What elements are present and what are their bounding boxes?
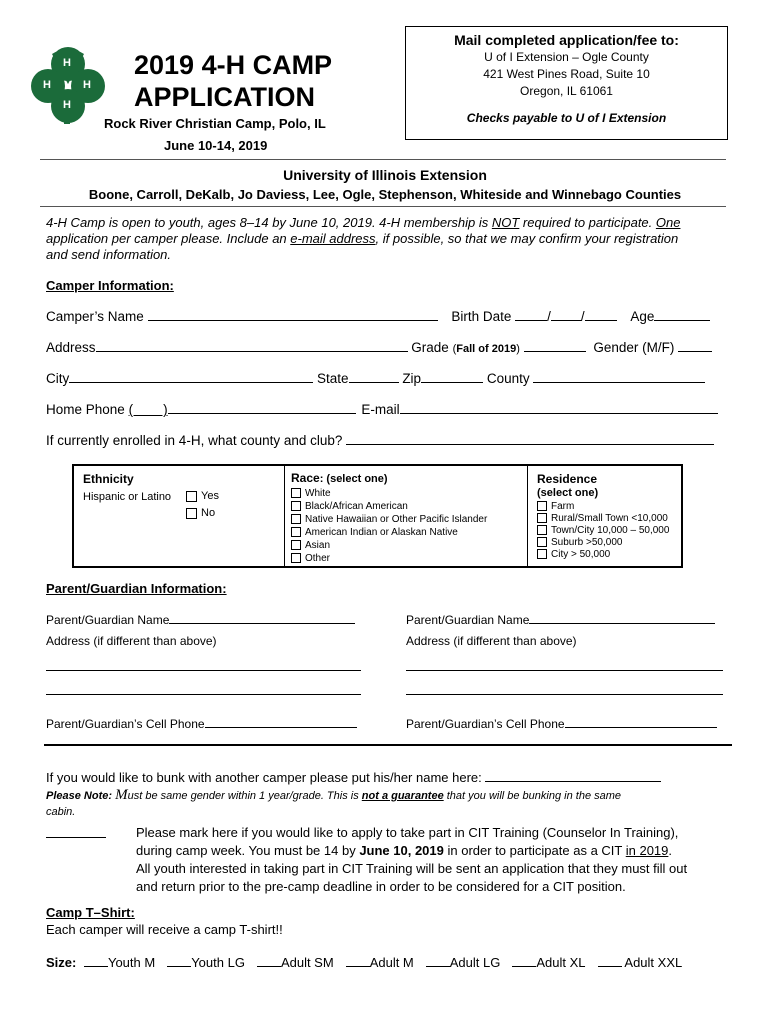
checks-payable: Checks payable to U of I Extension — [466, 111, 667, 125]
size-row — [46, 953, 682, 970]
checkbox-icon[interactable] — [537, 549, 547, 559]
race-option[interactable]: American Indian or Alaskan Native — [291, 526, 487, 539]
org-name: University of Illinois Extension — [283, 167, 487, 183]
county-label: County — [486, 371, 530, 386]
camper-heading: Camper Information: — [46, 278, 174, 293]
hispanic-label: Hispanic or Latino — [83, 491, 172, 503]
residence-option[interactable]: Farm — [537, 501, 669, 513]
mail-box — [405, 26, 728, 140]
home-phone-label: Home Phone — [46, 402, 125, 417]
checkbox-icon[interactable] — [291, 540, 301, 550]
size-mark-field[interactable] — [84, 953, 108, 967]
tshirt-text: Each camper will receive a camp T-shirt!! — [46, 922, 283, 937]
address-label: Address — [46, 340, 96, 355]
camper-name-field[interactable] — [148, 307, 438, 321]
residence-options — [537, 501, 669, 561]
clover-letter: H — [83, 79, 91, 91]
size-option: Adult SM — [257, 955, 334, 970]
checkbox-icon[interactable] — [537, 501, 547, 511]
county-field[interactable] — [533, 369, 705, 383]
zip-label: Zip — [402, 371, 422, 386]
size-mark-field[interactable] — [512, 953, 536, 967]
bunk-row — [46, 768, 661, 785]
residence-option[interactable]: Town/City 10,000 – 50,000 — [537, 525, 669, 537]
residence-sub: (select one) — [537, 487, 599, 499]
bunk-label: If you would like to bunk with another camper please put his/her name here: — [46, 770, 482, 785]
city-label: City — [46, 371, 70, 386]
guardian1-address-line2[interactable] — [46, 694, 361, 695]
race-option[interactable]: Asian — [291, 539, 487, 552]
city-row — [46, 369, 705, 386]
age-label: Age — [630, 309, 655, 324]
address-field[interactable] — [96, 338, 408, 352]
residence-option[interactable]: Rural/Small Town <10,000 — [537, 513, 669, 525]
checkbox-icon[interactable] — [537, 513, 547, 523]
mail-line: Oregon, IL 61061 — [520, 84, 613, 98]
guardian2-name-row: Parent/Guardian Name — [406, 610, 715, 627]
option-yes[interactable]: Yes — [186, 490, 219, 502]
guardian1-address-label: Address (if different than above) — [46, 634, 217, 648]
gender-label: Gender (M/F) — [593, 340, 675, 355]
org-counties: Boone, Carroll, DeKalb, Jo Daviess, Lee, Ogle, Stephenson, Whiteside and Winnebago Counties — [88, 187, 682, 202]
race-option[interactable]: Black/African American — [291, 500, 487, 513]
camper-name-row: Camper’s Name Birth Date / / Age — [46, 307, 710, 324]
size-mark-field[interactable] — [426, 953, 450, 967]
guardian-heading: Parent/Guardian Information: — [46, 581, 227, 596]
ethnicity-heading: Ethnicity — [83, 472, 134, 486]
divider — [40, 206, 726, 207]
county-club-field[interactable] — [346, 431, 714, 445]
phone-row — [46, 400, 718, 417]
section-divider — [44, 744, 732, 746]
birth-year-field[interactable] — [585, 307, 617, 321]
checkbox-icon[interactable] — [186, 491, 197, 502]
birth-day-field[interactable] — [551, 307, 581, 321]
guardian2-cell-field[interactable] — [565, 714, 717, 728]
residence-heading: Residence — [537, 472, 598, 486]
zip-field[interactable] — [421, 369, 483, 383]
divider — [40, 159, 726, 160]
guardian1-name-field[interactable] — [169, 610, 355, 624]
checkbox-icon[interactable] — [291, 501, 301, 511]
home-phone-field[interactable] — [168, 400, 356, 414]
guardian2-address-label: Address (if different than above) — [406, 634, 577, 648]
guardian1-cell-field[interactable] — [205, 714, 357, 728]
email-field[interactable] — [400, 400, 718, 414]
camper-name-label: Camper’s Name — [46, 309, 144, 324]
ethnicity-cell — [74, 466, 285, 566]
option-no[interactable]: No — [186, 507, 215, 519]
age-field[interactable] — [654, 307, 710, 321]
size-option: Youth LG — [167, 955, 245, 970]
checkbox-icon[interactable] — [291, 488, 301, 498]
mail-line: 421 West Pines Road, Suite 10 — [483, 67, 650, 81]
race-option[interactable]: White — [291, 487, 487, 500]
guardian2-address-line1[interactable] — [406, 670, 723, 671]
clover-letter: H — [43, 79, 51, 91]
guardian1-name-row: Parent/Guardian Name — [46, 610, 355, 627]
state-label: State — [317, 371, 349, 386]
checkbox-icon[interactable] — [291, 553, 301, 563]
gender-field[interactable] — [678, 338, 712, 352]
size-option: Adult XXL — [598, 955, 683, 970]
race-option[interactable]: Native Hawaiian or Other Pacific Islander — [291, 513, 487, 526]
size-mark-field[interactable] — [167, 953, 191, 967]
checkbox-icon[interactable] — [537, 525, 547, 535]
size-mark-field[interactable] — [346, 953, 370, 967]
address-row: Address Grade (Fall of 2019) Gender (M/F) — [46, 338, 712, 355]
enrolled-label: If currently enrolled in 4-H, what county and club? — [46, 433, 343, 448]
size-option: Adult M — [346, 955, 414, 970]
tshirt-heading: Camp T–Shirt: — [46, 905, 135, 920]
checkbox-icon[interactable] — [537, 537, 547, 547]
page-title-line2: APPLICATION — [134, 82, 315, 112]
guardian2-name-field[interactable] — [529, 610, 715, 624]
intro-text: 4-H Camp is open to youth, ages 8–14 by June 10, 2019. 4-H membership is NOT required to participate. One application per camper please. Include an e-mail address, if possible, so that we may confirm your registration and send information. — [46, 215, 681, 262]
camp-location: Rock River Christian Camp, Polo, IL — [104, 116, 326, 131]
guardian1-cell-row: Parent/Guardian’s Cell Phone — [46, 714, 357, 731]
enrolled-row — [46, 431, 714, 448]
clover-letter: H — [63, 57, 71, 69]
checkbox-icon[interactable] — [291, 514, 301, 524]
checkbox-icon[interactable] — [186, 508, 197, 519]
clover-logo — [30, 46, 106, 126]
birth-date-label: Birth Date — [451, 309, 512, 324]
grade-field[interactable] — [524, 338, 586, 352]
race-heading: Race: (select one) — [291, 471, 388, 485]
guardian2-cell-row: Parent/Guardian’s Cell Phone — [406, 714, 717, 731]
mail-line: U of I Extension – Ogle County — [484, 50, 649, 64]
grade-note: Fall of 2019 — [456, 343, 517, 355]
area-code-field[interactable]: ( ) — [128, 402, 168, 417]
bunk-name-field[interactable] — [485, 768, 661, 782]
size-label: Size: — [46, 955, 77, 970]
cit-mark-field[interactable] — [46, 824, 106, 838]
size-mark-field[interactable] — [257, 953, 281, 967]
clover-letter: H — [63, 99, 71, 111]
email-label: E-mail — [361, 402, 400, 417]
race-cell — [285, 466, 528, 566]
race-option[interactable]: Other — [291, 552, 487, 565]
birth-month-field[interactable] — [515, 307, 547, 321]
page-title: 2019 4-H CAMP — [134, 50, 333, 80]
size-mark-field[interactable] — [598, 953, 622, 967]
grade-label: Grade — [411, 340, 449, 355]
cit-text: Please mark here if you would like to apply to take part in CIT Training (Counselor In Training), during camp week. You must be 14 by June 10, 2019 in order to participate as a CIT in 2019. All youth interested in taking part in CIT Training will be sent an application that they must fill out and return prior to the pre-camp deadline in order to be considered for a CIT position. — [136, 825, 688, 894]
bunk-note: Please Note: Must be same gender within 1 year/grade. This is not a guarantee that you will be bunking in the same cabin. — [46, 787, 622, 818]
mail-heading: Mail completed application/fee to: — [454, 32, 679, 48]
size-options — [80, 955, 682, 970]
residence-option[interactable]: Suburb >50,000 — [537, 537, 669, 549]
residence-option[interactable]: City > 50,000 — [537, 549, 669, 561]
city-field[interactable] — [69, 369, 313, 383]
size-option: Adult LG — [426, 955, 501, 970]
race-options — [291, 487, 487, 565]
checkbox-icon[interactable] — [291, 527, 301, 537]
size-option: Youth M — [84, 955, 155, 970]
state-field[interactable] — [349, 369, 399, 383]
residence-cell — [528, 466, 679, 566]
guardian2-address-line2[interactable] — [406, 694, 723, 695]
guardian1-address-line1[interactable] — [46, 670, 361, 671]
size-option: Adult XL — [512, 955, 585, 970]
camp-dates: June 10-14, 2019 — [164, 138, 268, 153]
demographics-table — [72, 464, 683, 568]
